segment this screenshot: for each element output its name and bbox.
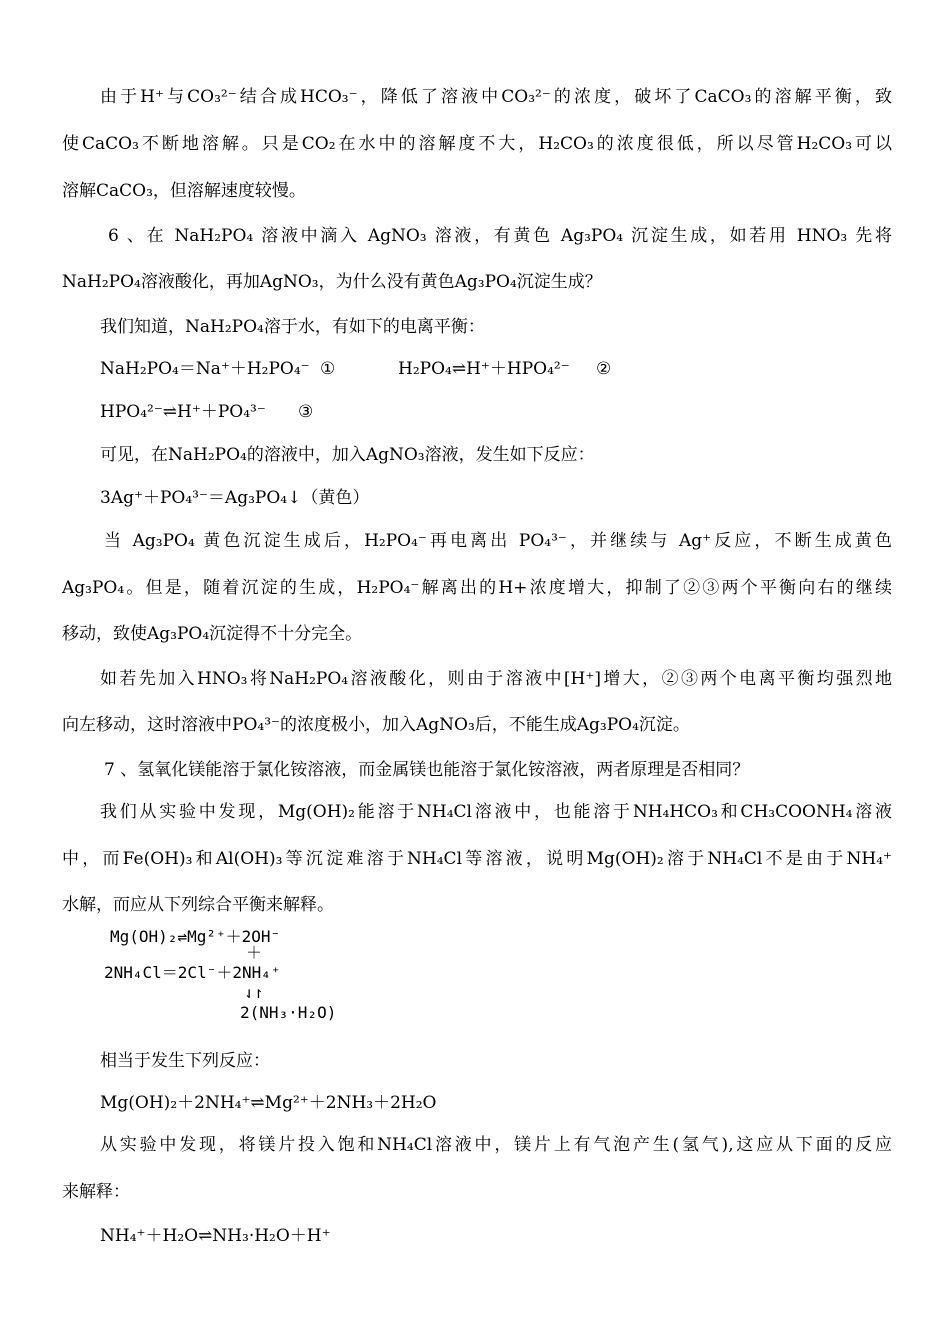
scheme-row-3: 2(NH₃·H₂O)	[240, 1003, 337, 1022]
paragraph-line: 从实验中发现，将镁片投入饱和NH₄Cl溶液中，镁片上有气泡产生(氢气),这应从下面的反应	[100, 1135, 892, 1155]
equation-3-number: ③	[298, 402, 314, 422]
scheme-equilibrium-arrow: ⇃↾	[244, 983, 264, 1002]
paragraph-line: 如若先加入HNO₃将NaH₂PO₄溶液酸化，则由于溶液中[H⁺]增大，②③两个电离平衡均强烈地	[100, 669, 892, 689]
equation-line: NH₄⁺＋H₂O⇌NH₃·H₂O＋H⁺	[100, 1226, 331, 1246]
equilibrium-scheme-image	[104, 928, 344, 1028]
equation-1-number: ①	[320, 359, 336, 379]
paragraph-line: 移动，致使Ag₃PO₄沉淀得不十分完全。	[62, 624, 363, 644]
question-6-line: 6 、在 NaH₂PO₄ 溶液中滴入 AgNO₃ 溶液，有黄色 Ag₃PO₄ 沉淀生成，如若用 HNO₃ 先将	[108, 226, 892, 246]
paragraph-line: 溶解CaCO₃，但溶解速度较慢。	[62, 181, 306, 201]
paragraph-line: 由于H⁺与CO₃²⁻结合成HCO₃⁻，降低了溶液中CO₃²⁻的浓度，破坏了CaCO₃的溶解平衡，致	[100, 87, 892, 107]
equation-1: NaH₂PO₄＝Na⁺＋H₂PO₄⁻	[100, 359, 310, 379]
paragraph-line: 使CaCO₃不断地溶解。只是CO₂在水中的溶解度不大，H₂CO₃的浓度很低，所以尽管H₂CO₃可以	[62, 134, 892, 154]
paragraph-line: 可见，在NaH₂PO₄的溶液中，加入AgNO₃溶液，发生如下反应：	[100, 445, 595, 465]
paragraph-line: Ag₃PO₄。但是，随着沉淀的生成，H₂PO₄⁻解离出的H+浓度增大，抑制了②③两个平衡向右的继续	[62, 578, 892, 598]
equation-2: H₂PO₄⇌H⁺＋HPO₄²⁻	[398, 359, 570, 379]
paragraph-line: 相当于发生下列反应：	[100, 1051, 270, 1071]
equation-line: 3Ag⁺＋PO₄³⁻＝Ag₃PO₄↓（黄色）	[100, 488, 370, 508]
paragraph-line: 我们从实验中发现，Mg(OH)₂能溶于NH₄Cl溶液中，也能溶于NH₄HCO₃和CH₃COONH₄溶液	[100, 802, 892, 822]
paragraph-line: 当 Ag₃PO₄ 黄色沉淀生成后，H₂PO₄⁻再电离出 PO₄³⁻，并继续与 Ag⁺反应，不断生成黄色	[104, 531, 892, 551]
paragraph-line: NaH₂PO₄溶液酸化，再加AgNO₃，为什么没有黄色Ag₃PO₄沉淀生成？	[62, 272, 602, 292]
equation-line: Mg(OH)₂＋2NH₄⁺⇌Mg²⁺＋2NH₃＋2H₂O	[100, 1093, 437, 1113]
paragraph-line: 中，而Fe(OH)₃和Al(OH)₃等沉淀难溶于NH₄Cl等溶液，说明Mg(OH)₂溶于NH₄Cl不是由于NH₄⁺	[62, 849, 892, 869]
scheme-plus: ＋	[246, 943, 263, 962]
scheme-row-1: Mg(OH)₂⇌Mg²⁺＋2OH⁻	[110, 927, 281, 946]
scheme-row-2: 2NH₄Cl＝2Cl⁻＋2NH₄⁺	[104, 963, 281, 982]
question-7-line: 7 、氢氧化镁能溶于氯化铵溶液，而金属镁也能溶于氯化铵溶液，两者原理是否相同？	[104, 760, 750, 780]
equation-2-number: ②	[596, 359, 612, 379]
paragraph-line: 来解释：	[62, 1182, 130, 1202]
paragraph-line: 我们知道，NaH₂PO₄溶于水，有如下的电离平衡：	[100, 317, 485, 337]
paragraph-line: 水解，而应从下列综合平衡来解释。	[62, 895, 334, 915]
equation-3: HPO₄²⁻⇌H⁺＋PO₄³⁻	[100, 402, 266, 422]
paragraph-line: 向左移动，这时溶液中PO₄³⁻的浓度极小，加入AgNO₃后，不能生成Ag₃PO₄沉淀。	[62, 715, 690, 735]
